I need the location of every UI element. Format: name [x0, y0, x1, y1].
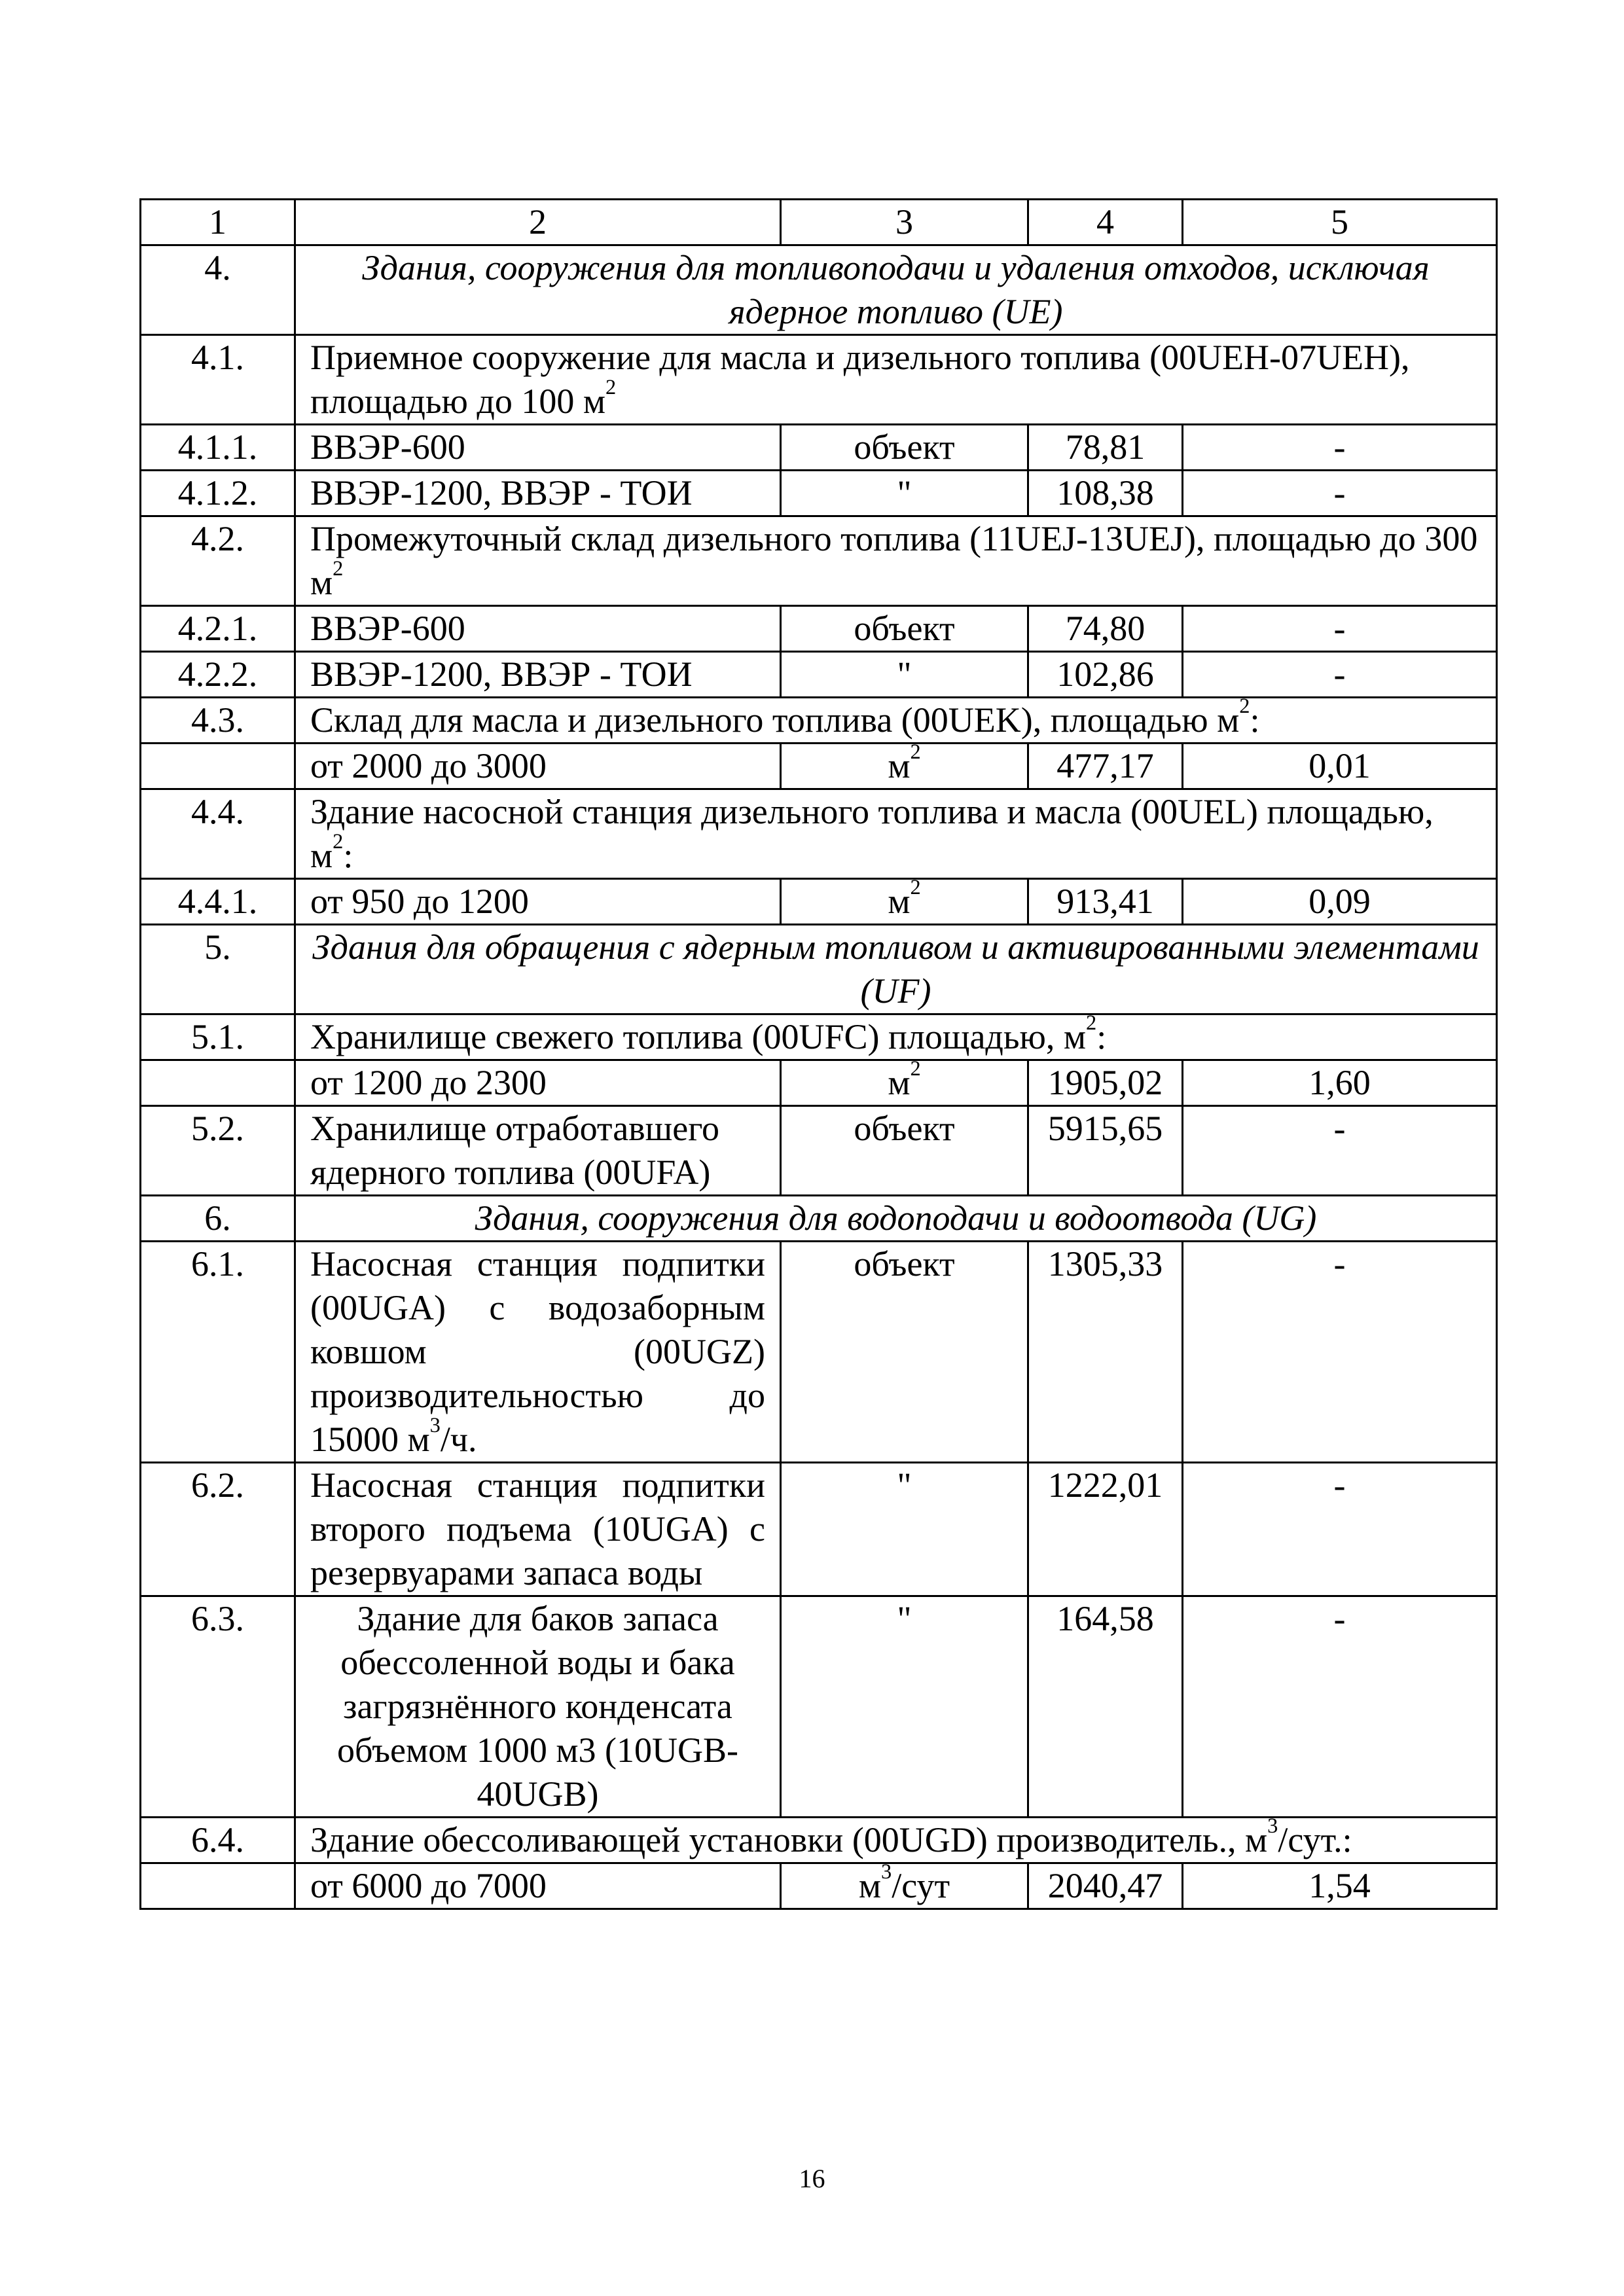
section-title: Здания, сооружения для водоподачи и водоотвода (UG) — [295, 1196, 1497, 1242]
row-coef: - — [1183, 425, 1497, 471]
row-unit: объект — [781, 425, 1028, 471]
group-title: Здание обессоливающей установки (00UGD) производитель., $м^3$/сут.: — [295, 1818, 1497, 1863]
table-row — [141, 1463, 1497, 1596]
row-unit: $м^2$ — [781, 879, 1028, 925]
row-coef: 0,09 — [1183, 879, 1497, 925]
row-coef: - — [1183, 1242, 1497, 1463]
table-row — [141, 744, 1497, 789]
group-row — [141, 335, 1497, 425]
group-row — [141, 516, 1497, 606]
table-row — [141, 1596, 1497, 1818]
row-name: ВВЭР-1200, ВВЭР - ТОИ — [295, 652, 781, 698]
row-number: 6.4. — [141, 1818, 295, 1863]
page-number: 16 — [799, 2164, 825, 2193]
row-number: 4.2.2. — [141, 652, 295, 698]
row-price: 1305,33 — [1028, 1242, 1183, 1463]
row-name: от 1200 до 2300 — [295, 1060, 781, 1106]
table-row — [141, 1060, 1497, 1106]
header-cell: 2 — [295, 200, 781, 245]
table-row — [141, 425, 1497, 471]
row-number: 5. — [141, 925, 295, 1014]
row-unit: " — [781, 471, 1028, 516]
group-title: Промежуточный склад дизельного топлива (11UEJ-13UEJ), площадью до 300 $м^2$ — [295, 516, 1497, 606]
group-title: Здание насосной станция дизельного топлива и масла (00UEL) площадью, $м^2$: — [295, 789, 1497, 879]
section-row — [141, 925, 1497, 1014]
row-coef: 1,60 — [1183, 1060, 1497, 1106]
group-title: Хранилище свежего топлива (00UFC) площадью, $м^2$: — [295, 1014, 1497, 1060]
row-number: 4.2.1. — [141, 606, 295, 652]
row-coef: - — [1183, 652, 1497, 698]
row-number: 5.1. — [141, 1014, 295, 1060]
row-name: ВВЭР-600 — [295, 606, 781, 652]
row-name: Здание для баков запаса обессоленной воды и бака загрязнённого конденсата объемом 1000 м3 (10UGB-40UGB) — [295, 1596, 781, 1818]
row-number: 4.3. — [141, 698, 295, 744]
row-name: Насосная станция подпитки второго подъема (10UGA) с резервуарами запаса воды — [295, 1463, 781, 1596]
row-price: 78,81 — [1028, 425, 1183, 471]
row-price: 2040,47 — [1028, 1863, 1183, 1909]
row-number — [141, 1060, 295, 1106]
row-coef: - — [1183, 471, 1497, 516]
section-row — [141, 1196, 1497, 1242]
group-title: Склад для масла и дизельного топлива (00UEK), площадью $м^2$: — [295, 698, 1497, 744]
header-cell: 5 — [1183, 200, 1497, 245]
header-cell: 1 — [141, 200, 295, 245]
row-name: Насосная станция подпитки (00UGA) с водозаборным ковшом (00UGZ) производительностью до 15000 $м^3/ч$. — [295, 1242, 781, 1463]
row-number: 4.1.1. — [141, 425, 295, 471]
row-coef: 0,01 — [1183, 744, 1497, 789]
row-number: 4. — [141, 245, 295, 335]
section-row — [141, 245, 1497, 335]
row-price: 1222,01 — [1028, 1463, 1183, 1596]
row-number — [141, 744, 295, 789]
table-row — [141, 1242, 1497, 1463]
row-unit: объект — [781, 606, 1028, 652]
row-name: от 2000 до 3000 — [295, 744, 781, 789]
row-coef: - — [1183, 1463, 1497, 1596]
table-row — [141, 471, 1497, 516]
group-row — [141, 789, 1497, 879]
group-row — [141, 1014, 1497, 1060]
header-cell: 4 — [1028, 200, 1183, 245]
row-price: 164,58 — [1028, 1596, 1183, 1818]
row-unit: $м^2$ — [781, 1060, 1028, 1106]
row-number: 6. — [141, 1196, 295, 1242]
row-unit: " — [781, 1596, 1028, 1818]
row-price: 5915,65 — [1028, 1106, 1183, 1196]
row-price: 108,38 — [1028, 471, 1183, 516]
group-title: Приемное сооружение для масла и дизельного топлива (00UEH-07UEH), площадью до 100 $м^2$ — [295, 335, 1497, 425]
row-number: 6.1. — [141, 1242, 295, 1463]
row-coef: 1,54 — [1183, 1863, 1497, 1909]
row-name: от 6000 до 7000 — [295, 1863, 781, 1909]
row-price: 1905,02 — [1028, 1060, 1183, 1106]
row-number: 4.4.1. — [141, 879, 295, 925]
row-price: 74,80 — [1028, 606, 1183, 652]
price-table — [139, 198, 1498, 1910]
row-number: 4.2. — [141, 516, 295, 606]
row-number — [141, 1863, 295, 1909]
section-title: Здания для обращения с ядерным топливом и активированными элементами (UF) — [295, 925, 1497, 1014]
row-number: 6.3. — [141, 1596, 295, 1818]
row-price: 102,86 — [1028, 652, 1183, 698]
row-name: ВВЭР-1200, ВВЭР - ТОИ — [295, 471, 781, 516]
table-row — [141, 1106, 1497, 1196]
group-row — [141, 1818, 1497, 1863]
row-coef: - — [1183, 1106, 1497, 1196]
row-coef: - — [1183, 606, 1497, 652]
row-unit: объект — [781, 1106, 1028, 1196]
row-coef: - — [1183, 1596, 1497, 1818]
row-number: 6.2. — [141, 1463, 295, 1596]
row-unit: объект — [781, 1242, 1028, 1463]
row-name: от 950 до 1200 — [295, 879, 781, 925]
row-number: 5.2. — [141, 1106, 295, 1196]
row-number: 4.1.2. — [141, 471, 295, 516]
row-number: 4.1. — [141, 335, 295, 425]
row-unit: " — [781, 652, 1028, 698]
row-unit: $м^3$/сут — [781, 1863, 1028, 1909]
row-number: 4.4. — [141, 789, 295, 879]
header-cell: 3 — [781, 200, 1028, 245]
table-row — [141, 879, 1497, 925]
group-row — [141, 698, 1497, 744]
row-name: ВВЭР-600 — [295, 425, 781, 471]
row-price: 477,17 — [1028, 744, 1183, 789]
section-title: Здания, сооружения для топливоподачи и удаления отходов, исключая ядерное топливо (UE) — [295, 245, 1497, 335]
table-row — [141, 652, 1497, 698]
table-header-row — [141, 200, 1497, 245]
table-row — [141, 606, 1497, 652]
table-row — [141, 1863, 1497, 1909]
row-unit: " — [781, 1463, 1028, 1596]
row-unit: $м^2$ — [781, 744, 1028, 789]
row-price: 913,41 — [1028, 879, 1183, 925]
row-name: Хранилище отработавшего ядерного топлива (00UFA) — [295, 1106, 781, 1196]
